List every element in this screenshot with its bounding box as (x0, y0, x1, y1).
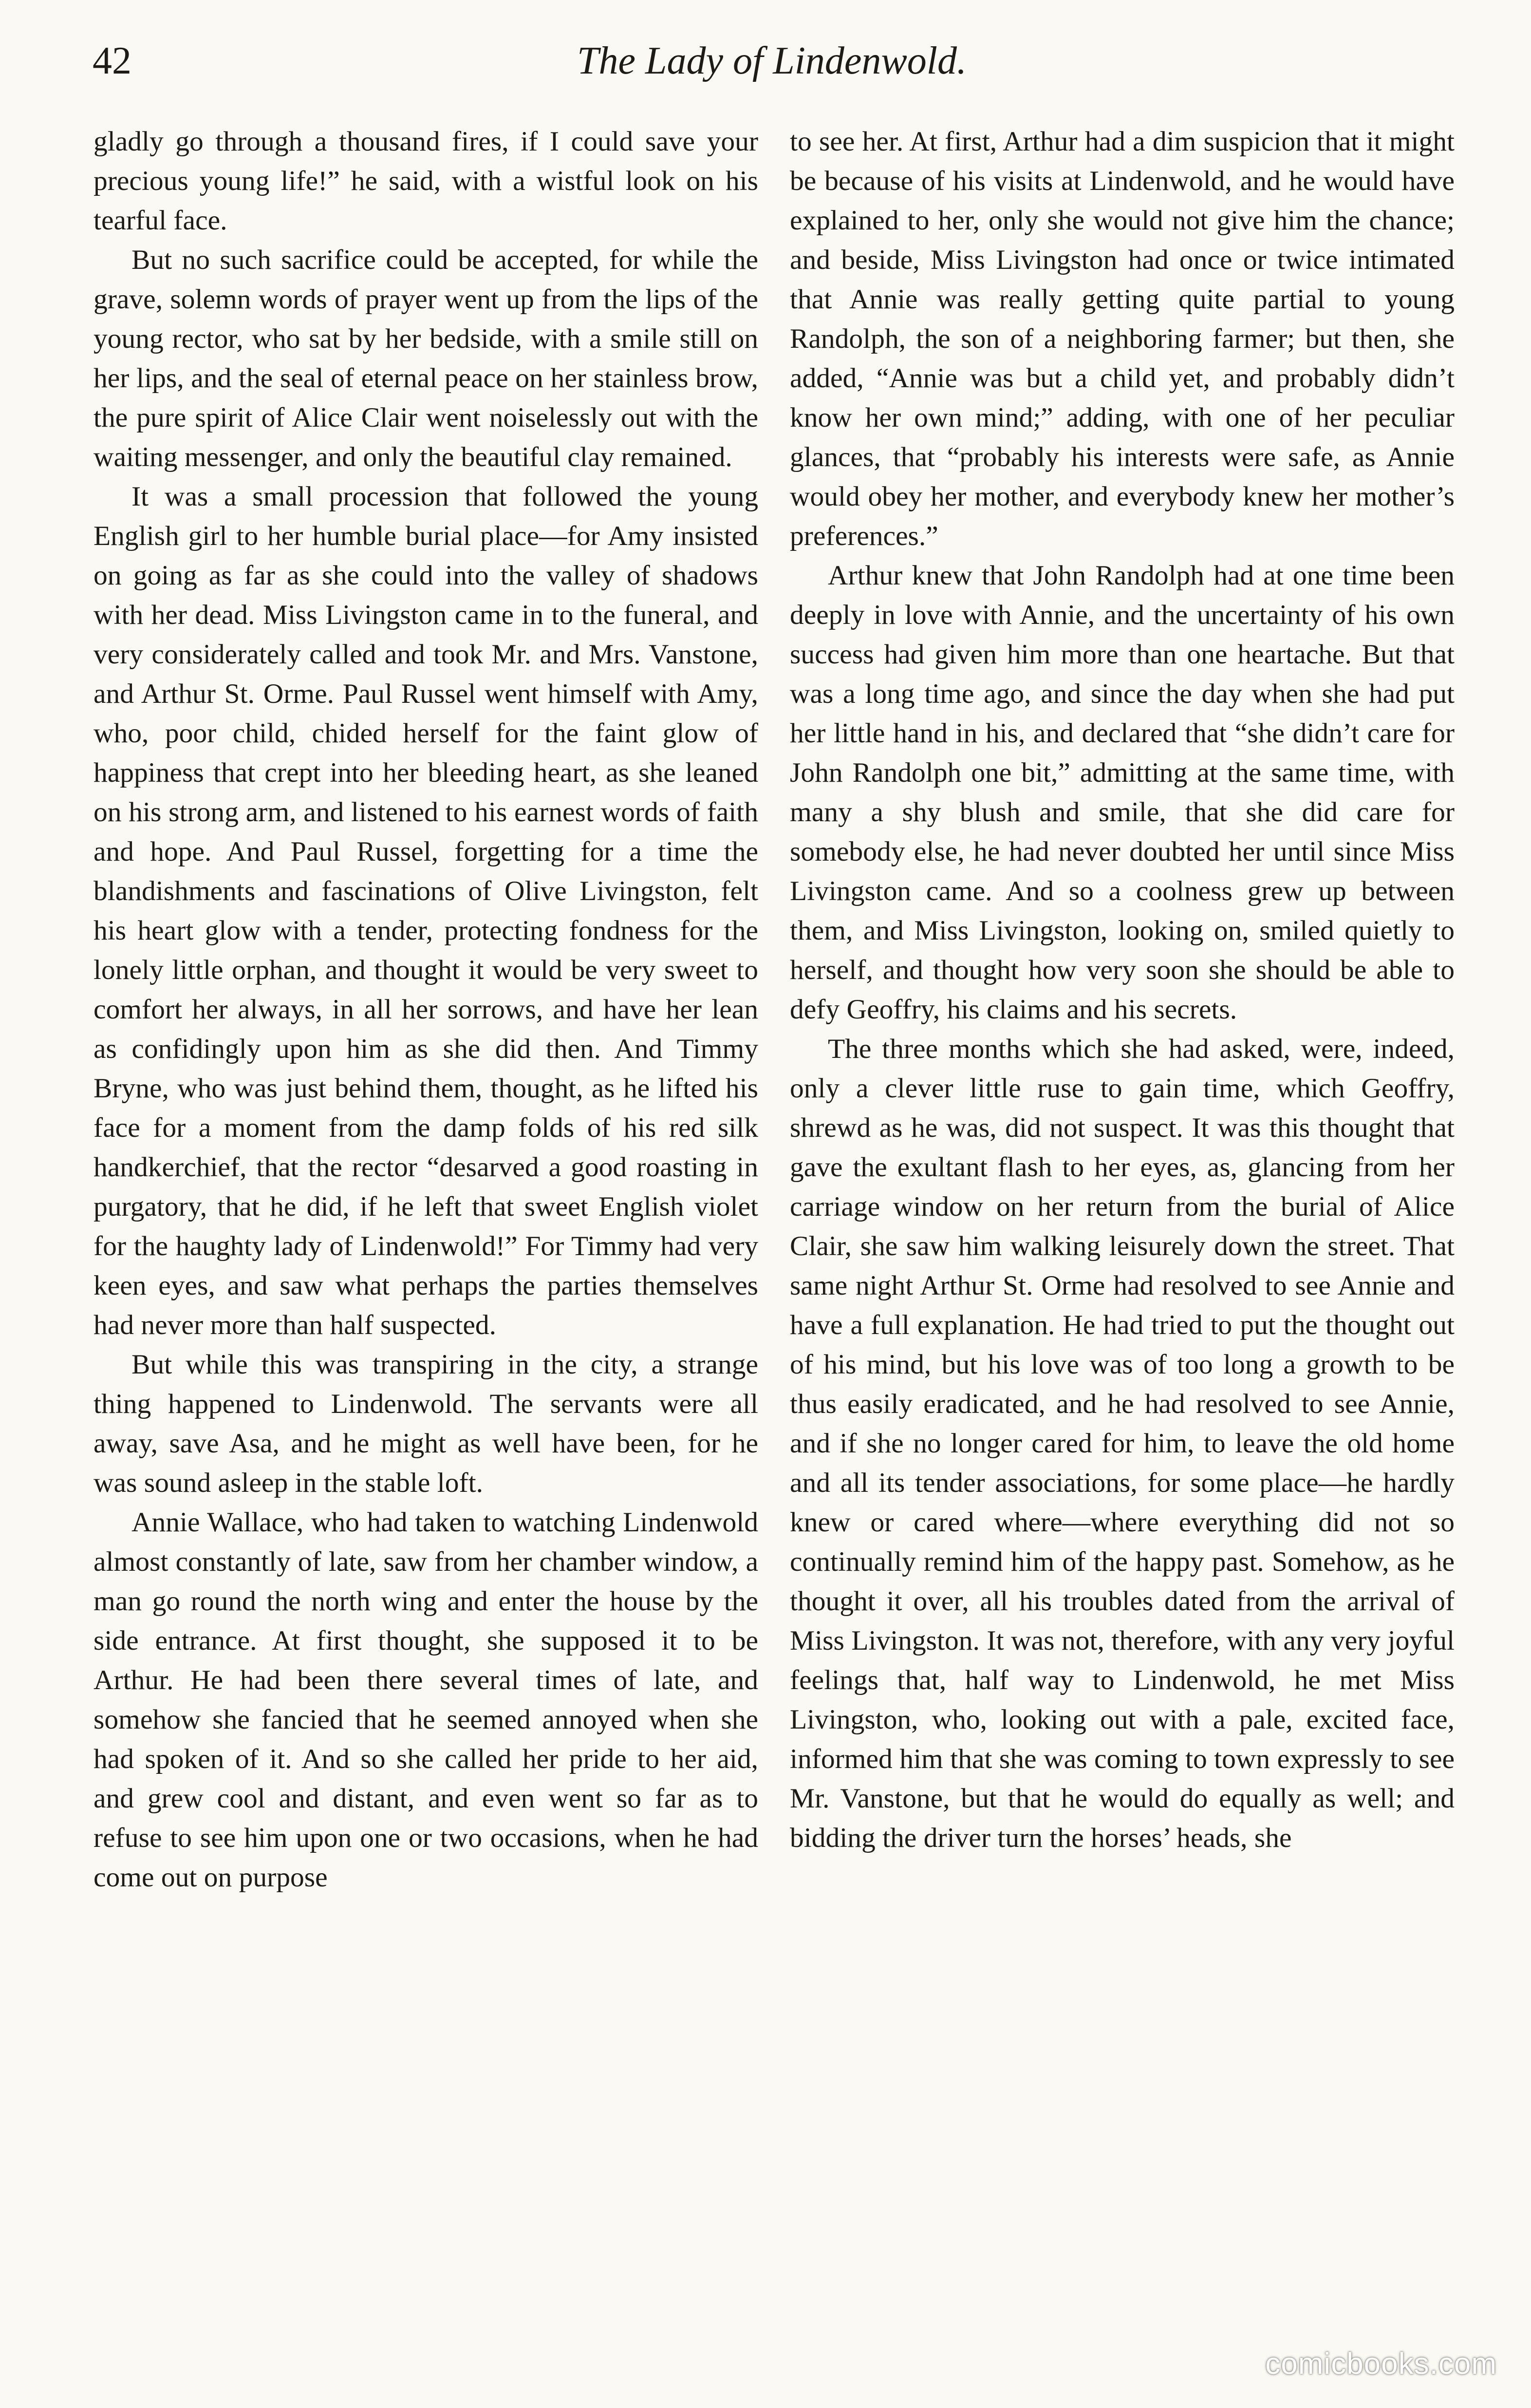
page-header (93, 34, 1451, 88)
paragraph: Annie Wallace, who had taken to watching Lindenwold almost constantly of late, saw from her chamber window, a man go round the north wing and enter the house by the side entrance. At first thought, she supposed it to be Arthur. He had been there several times of late, and somehow she fancied that he seemed annoyed when she had spoken of it. And so she called her pride to her aid, and grew cool and distant, and even went so far as to refuse to see him upon one or two occasions, when he had come out on purpose (93, 1507, 758, 1893)
paragraph: It was a small procession that followed the young English girl to her humble burial place—for Amy insisted on going as far as she could into the valley of shadows with her dead. Miss Livingston came in to the funeral, and very considerately called and took Mr. and Mrs. Vanstone, and Arthur St. Orme. Paul Russel went himself with Amy, who, poor child, chided herself for the faint glow of happiness that crept into her bleeding heart, as she leaned on his strong arm, and listened to his earnest words of faith and hope. And Paul Russel, forgetting for a time the blandishments and fascinations of Olive Livingston, felt his heart glow with a tender, protecting fondness for the lonely little orphan, and thought it would be very sweet to comfort her always, in all her sorrows, and have her lean as confidingly upon him as she did then. And Timmy Bryne, who was just behind them, thought, as he lifted his face for a moment from the damp folds of his red silk handkerchief, that the rector “desarved a good roasting in purgatory, that he did, if he left that sweet English violet for the haughty lady of Lindenwold!” For Timmy had very keen eyes, and saw what perhaps the parties themselves had never more than half suspected. (93, 481, 758, 1340)
page-number: 42 (93, 39, 131, 82)
paragraph: Arthur knew that John Randolph had at one time been deeply in love with Annie, and the uncertainty of his own success had given him more than one heartache. But that was a long time ago, and since the day when she had put her little hand in his, and declared that “she didn’t care for John Randolph one bit,” admitting at the same time, with many a shy blush and smile, that she did care for somebody else, he had never doubted her until since Miss Livingston came. And so a coolness grew up between them, and Miss Livingston, looking on, smiled quietly to herself, and thought how very soon she should be able to defy Geoffry, his claims and his secrets. (790, 560, 1455, 1025)
paragraph: gladly go through a thousand fires, if I could save your precious young life!” he said, with a wistful look on his tearful face. (93, 126, 758, 236)
paragraph: But while this was transpiring in the city, a strange thing happened to Lindenwold. The servants were all away, save Asa, and he might as well have been, for he was sound asleep in the stable loft. (93, 1349, 758, 1498)
right-column (790, 122, 1455, 2372)
paragraph: The three months which she had asked, were, indeed, only a clever little ruse to gain time, which Geoffry, shrewd as he was, did not suspect. It was this thought that gave the exultant flash to her eyes, as, glancing from her carriage window on her return from the burial of Alice Clair, she saw him walking leisurely down the street. That same night Arthur St. Orme had resolved to see Annie and have a full explanation. He had tried to put the thought out of his mind, but his love was of too long a growth to be thus easily eradicated, and he had resolved to see Annie, and if she no longer cared for him, to leave the old home and all its tender associations, for some place—he hardly knew or cared where—where everything did not so continually remind him of the happy past. Somehow, as he thought it over, all his troubles dated from the arrival of Miss Livingston. It was not, therefore, with any very joyful feelings that, half way to Lindenwold, he met Miss Livingston, who, looking out with a pale, excited face, informed him that she was coming to town expressly to see Mr. Vanstone, but that he would do equally as well; and bidding the driver turn the horses’ heads, she (790, 1034, 1455, 1853)
paragraph: to see her. At first, Arthur had a dim suspicion that it might be because of his visits at Lindenwold, and he would have explained to her, only she would not give him the chance; and beside, Miss Livingston had once or twice intimated that Annie was really getting quite partial to young Randolph, the son of a neighboring farmer; but then, she added, “Annie was but a child yet, and probably didn’t know her own mind;” adding, with one of her peculiar glances, that “probably his interests were safe, as Annie would obey her mother, and everybody knew her mother’s preferences.” (790, 126, 1455, 551)
paragraph: But no such sacrifice could be accepted, for while the grave, solemn words of prayer went up from the lips of the young rector, who sat by her bedside, with a smile still on her lips, and the seal of eternal peace on her stainless brow, the pure spirit of Alice Clair went noiselessly out with the waiting messenger, and only the beautiful clay remained. (93, 245, 758, 472)
running-title: The Lady of Lindenwold. (577, 39, 967, 82)
watermark: comicbooks.com (1265, 2347, 1497, 2381)
left-column (93, 122, 758, 2372)
